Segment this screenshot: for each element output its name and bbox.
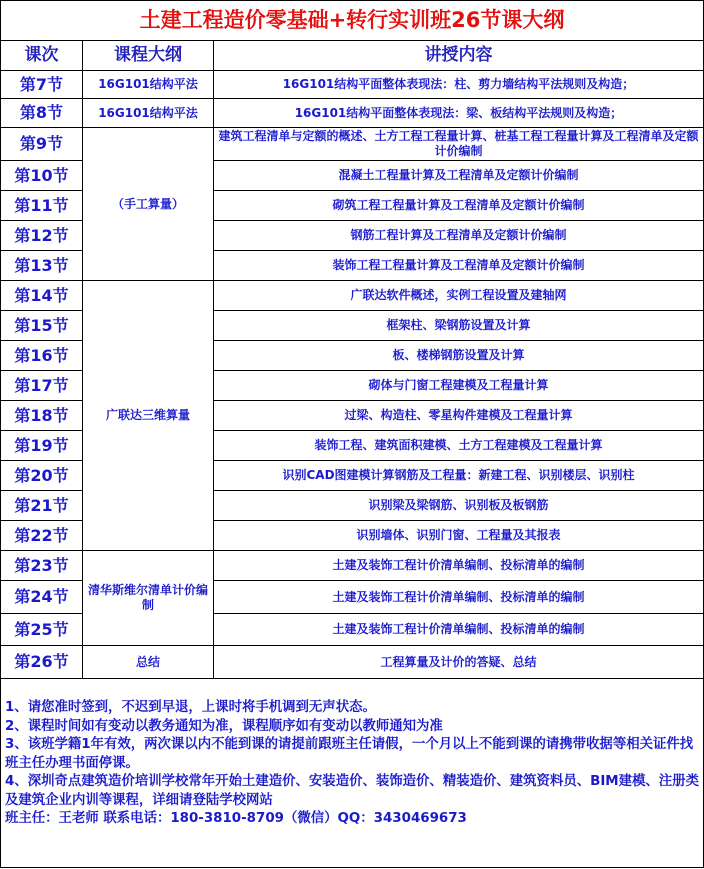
- table-row: [1, 71, 704, 99]
- content-cell: 装饰工程工程量计算及工程清单及定额计价编制: [214, 251, 704, 281]
- lesson-cell: 第20节: [1, 461, 83, 491]
- outline-cell: 16G101结构平法: [83, 99, 214, 128]
- content-cell: 识别墙体、识别门窗、工程量及其报表: [214, 521, 704, 551]
- lesson-cell: 第7节: [1, 71, 83, 99]
- content-cell: 识别CAD图建模计算钢筋及工程量：新建工程、识别楼层、识别柱: [214, 461, 704, 491]
- header-lesson: 课次: [1, 41, 83, 71]
- note-3: 3、该班学籍1年有效，两次课以内不能到课的请提前跟班主任请假，一个月以上不能到课的请携带收据等相关证件找班主任办理书面停课。: [5, 737, 694, 771]
- lesson-cell: 第16节: [1, 341, 83, 371]
- content-cell: 土建及装饰工程计价清单编制、投标清单的编制: [214, 614, 704, 646]
- lesson-cell: 第24节: [1, 581, 83, 614]
- header-row: [1, 41, 704, 71]
- content-cell: 砌体与门窗工程建模及工程量计算: [214, 371, 704, 401]
- lesson-cell: 第13节: [1, 251, 83, 281]
- lesson-cell: 第18节: [1, 401, 83, 431]
- outline-cell: 16G101结构平法: [83, 71, 214, 99]
- content-cell: 钢筋工程计算及工程清单及定额计价编制: [214, 221, 704, 251]
- note-2: 2、课程时间如有变动以教务通知为准，课程顺序如有变动以教师通知为准: [5, 718, 443, 734]
- content-cell: 砌筑工程工程量计算及工程清单及定额计价编制: [214, 191, 704, 221]
- outline-cell: 总结: [83, 646, 214, 679]
- lesson-cell: 第22节: [1, 521, 83, 551]
- table-row: [1, 281, 704, 311]
- content-cell: 16G101结构平面整体表现法：柱、剪力墙结构平法规则及构造；: [214, 71, 704, 99]
- content-cell: 16G101结构平面整体表现法：梁、板结构平法规则及构造；: [214, 99, 704, 128]
- lesson-cell: 第9节: [1, 128, 83, 161]
- lesson-cell: 第26节: [1, 646, 83, 679]
- content-cell: 混凝土工程量计算及工程清单及定额计价编制: [214, 161, 704, 191]
- notes-section: [0, 679, 704, 868]
- content-cell: 识别梁及梁钢筋、识别板及板钢筋: [214, 491, 704, 521]
- lesson-cell: 第10节: [1, 161, 83, 191]
- content-cell: 土建及装饰工程计价清单编制、投标清单的编制: [214, 581, 704, 614]
- content-cell: 装饰工程、建筑面积建模、土方工程建模及工程量计算: [214, 431, 704, 461]
- lesson-cell: 第12节: [1, 221, 83, 251]
- note-1: 1、请您准时签到，不迟到早退，上课时将手机调到无声状态。: [5, 700, 376, 715]
- content-cell: 广联达软件概述，实例工程设置及建轴网: [214, 281, 704, 311]
- table-row: [1, 551, 704, 581]
- table-row: [1, 646, 704, 679]
- lesson-cell: 第11节: [1, 191, 83, 221]
- lesson-cell: 第15节: [1, 311, 83, 341]
- content-cell: 板、楼梯钢筋设置及计算: [214, 341, 704, 371]
- note-4: 4、深圳奇点建筑造价培训学校常年开始土建造价、安装造价、装饰造价、精装造价、建筑资料员、BIM建模、注册类及建筑企业内训等课程，详细请登陆学校网站: [5, 774, 699, 808]
- lesson-cell: 第25节: [1, 614, 83, 646]
- lesson-cell: 第21节: [1, 491, 83, 521]
- page-title: 土建工程造价零基础+转行实训班26节课大纲: [1, 1, 704, 41]
- content-cell: 土建及装饰工程计价清单编制、投标清单的编制: [214, 551, 704, 581]
- lesson-cell: 第19节: [1, 431, 83, 461]
- header-outline: 课程大纲: [83, 41, 214, 71]
- header-content: 讲授内容: [214, 41, 704, 71]
- content-cell: 过梁、构造柱、零星构件建模及工程量计算: [214, 401, 704, 431]
- lesson-cell: 第17节: [1, 371, 83, 401]
- table-row: [1, 99, 704, 128]
- lesson-cell: 第23节: [1, 551, 83, 581]
- contact-info: 班主任：王老师 联系电话：180-3810-8709（微信）QQ：3430469673: [5, 811, 467, 826]
- lesson-cell: 第8节: [1, 99, 83, 128]
- outline-cell: 广联达三维算量: [83, 281, 214, 551]
- table-row: [1, 128, 704, 161]
- outline-cell: （手工算量）: [83, 128, 214, 281]
- outline-cell: 清华斯维尔清单计价编制: [83, 551, 214, 646]
- content-cell: 工程算量及计价的答疑、总结: [214, 646, 704, 679]
- content-cell: 框架柱、梁钢筋设置及计算: [214, 311, 704, 341]
- lesson-cell: 第14节: [1, 281, 83, 311]
- content-cell: 建筑工程清单与定额的概述、土方工程工程量计算、桩基工程工程量计算及工程清单及定额计价编制: [214, 128, 704, 161]
